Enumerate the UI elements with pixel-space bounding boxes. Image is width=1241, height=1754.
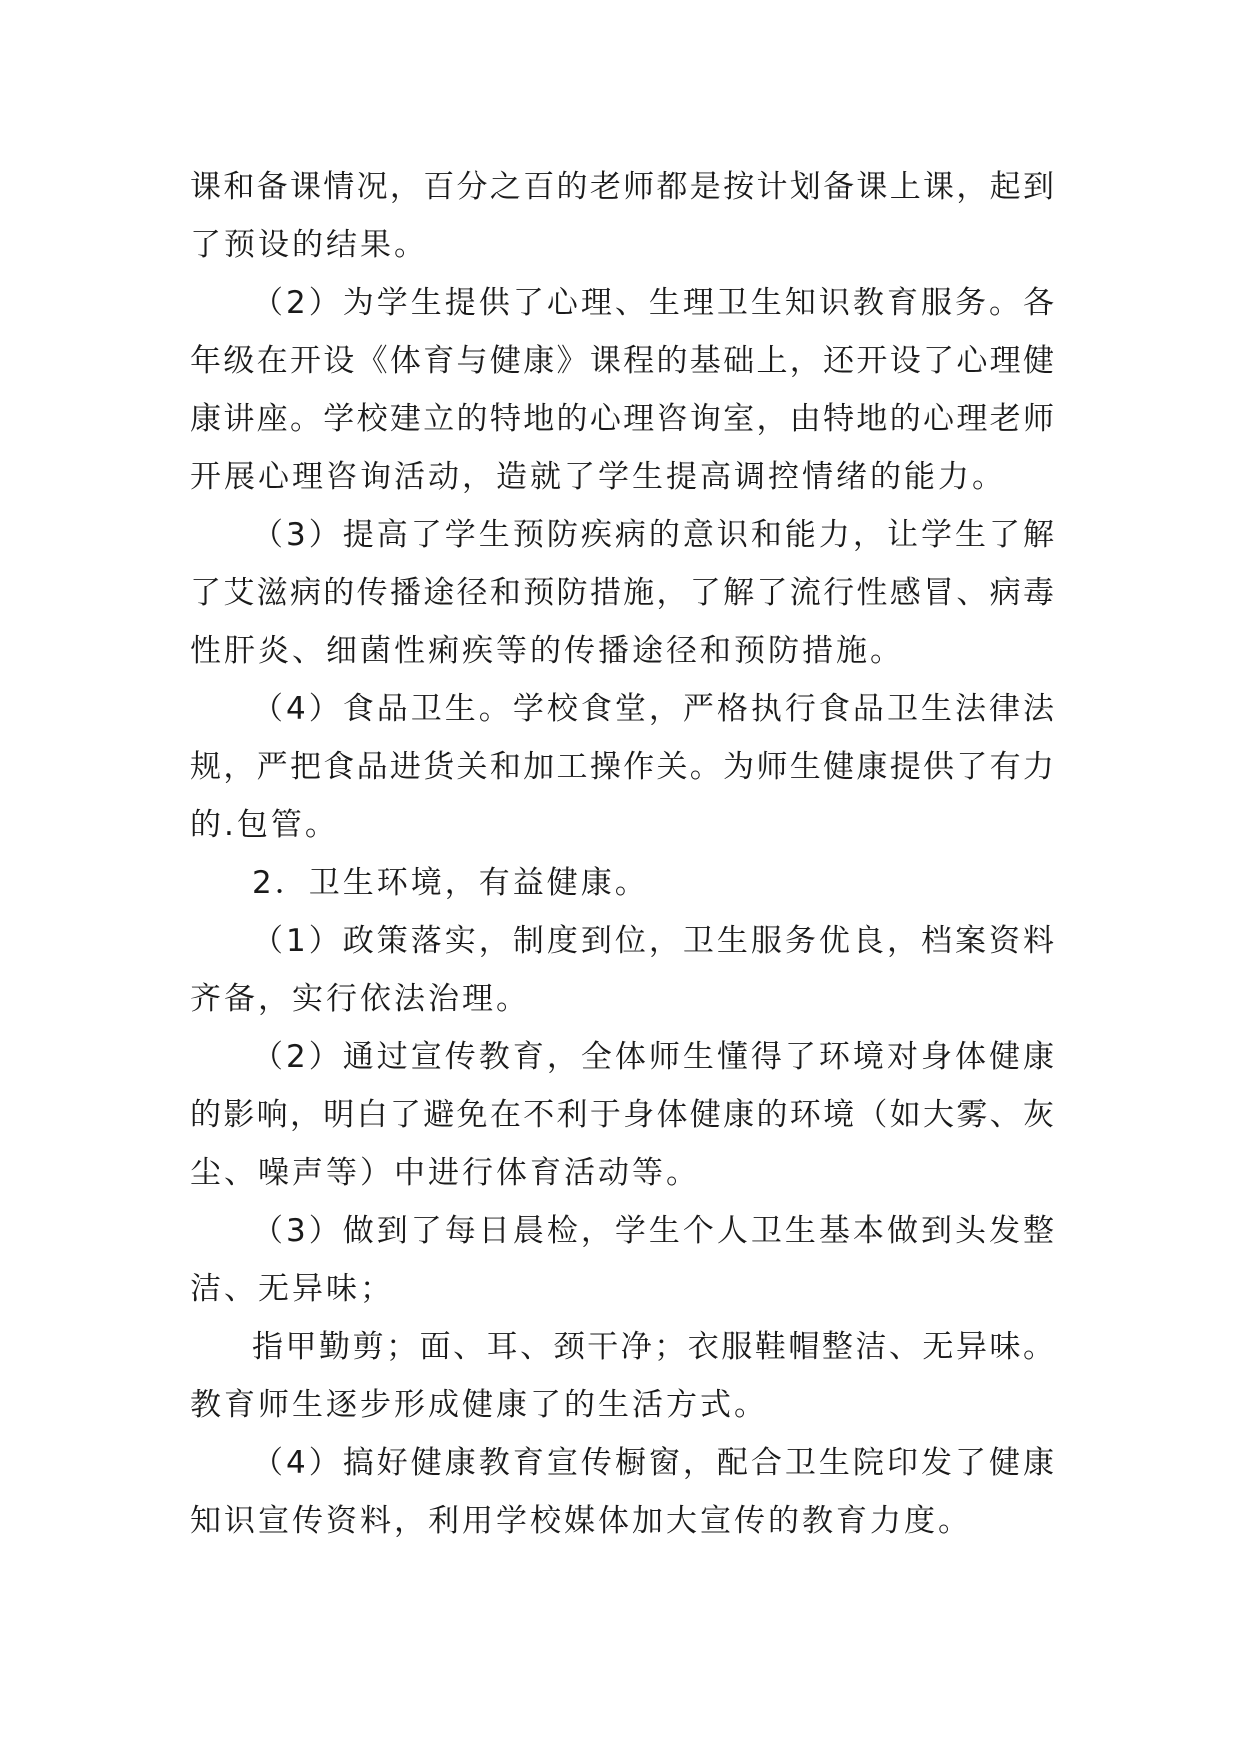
text-line: 指甲勤剪；面、耳、颈干净；衣服鞋帽整洁、无异味。 bbox=[252, 1329, 1054, 1365]
text-line: 的.包管。 bbox=[190, 807, 339, 843]
text-line: （4）食品卫生。学校食堂，严格执行食品卫生法律法 bbox=[252, 691, 1054, 727]
text-line: 教育师生逐步形成健康了的生活方式。 bbox=[190, 1387, 768, 1423]
text-line: （3）做到了每日晨检，学生个人卫生基本做到头发整 bbox=[252, 1213, 1054, 1249]
text-line: 康讲座。学校建立的特地的心理咨询室，由特地的心理老师 bbox=[190, 401, 1054, 437]
text-line: 洁、无异味； bbox=[190, 1271, 394, 1307]
document-page bbox=[190, 158, 1054, 1550]
text-line: 了预设的结果。 bbox=[190, 227, 428, 263]
document-body bbox=[190, 158, 1054, 1550]
text-line: 开展心理咨询活动，造就了学生提高调控情绪的能力。 bbox=[190, 459, 1006, 495]
text-line: 齐备，实行依法治理。 bbox=[190, 981, 530, 1017]
text-line: （4）搞好健康教育宣传橱窗，配合卫生院印发了健康 bbox=[252, 1445, 1054, 1481]
text-line: 性肝炎、细菌性痢疾等的传播途径和预防措施。 bbox=[190, 633, 904, 669]
text-line: 2．卫生环境，有益健康。 bbox=[252, 865, 649, 901]
text-line: （2）通过宣传教育，全体师生懂得了环境对身体健康 bbox=[252, 1039, 1054, 1075]
text-line: （3）提高了学生预防疾病的意识和能力，让学生了解 bbox=[252, 517, 1054, 553]
text-line: （2）为学生提供了心理、生理卫生知识教育服务。各 bbox=[252, 285, 1054, 321]
text-line: 规，严把食品进货关和加工操作关。为师生健康提供了有力 bbox=[190, 749, 1054, 785]
text-line: 的影响，明白了避免在不利于身体健康的环境（如大雾、灰 bbox=[190, 1097, 1054, 1133]
text-line: （1）政策落实，制度到位，卫生服务优良，档案资料 bbox=[252, 923, 1054, 959]
text-line: 课和备课情况，百分之百的老师都是按计划备课上课，起到 bbox=[190, 169, 1054, 205]
text-line: 了艾滋病的传播途径和预防措施，了解了流行性感冒、病毒 bbox=[190, 575, 1054, 611]
text-line: 尘、噪声等）中进行体育活动等。 bbox=[190, 1155, 700, 1191]
text-line: 年级在开设《体育与健康》课程的基础上，还开设了心理健 bbox=[190, 343, 1054, 379]
text-line: 知识宣传资料，利用学校媒体加大宣传的教育力度。 bbox=[190, 1503, 972, 1539]
